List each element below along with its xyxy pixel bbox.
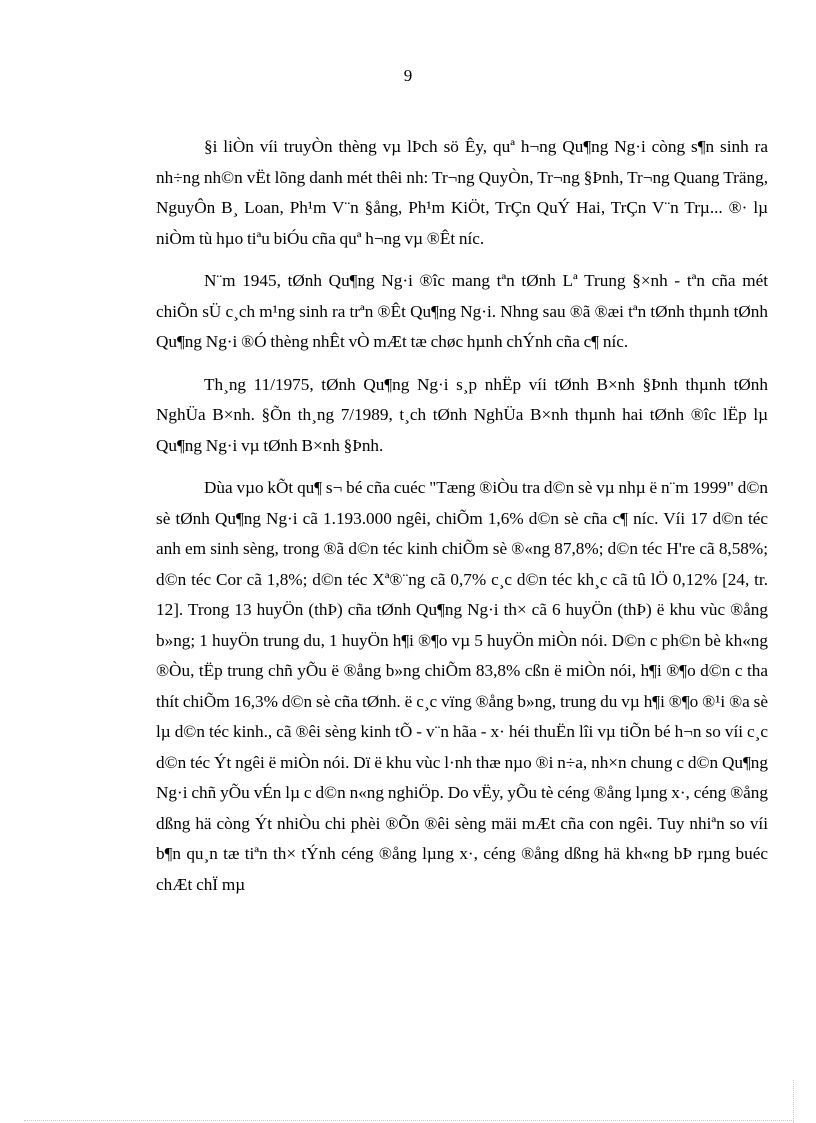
body-text xyxy=(156,132,768,912)
paragraph-1: §i liÒn víi truyÒn thèng vµ lÞch sö Êy, quª h¬ng Qu¶ng Ng·i còng s¶n sinh ra nh÷ng nh©n vËt lõng danh mét thêi nh: Tr¬ng QuyÒn, Tr¬ng §Þnh, Tr¬ng Quang Träng, NguyÔn B¸ Loan, Ph¹m V¨n §ång, Ph¹m KiÖt, TrÇn QuÝ Hai, TrÇn V¨n Trµ... ®· lµ niÒm tù hµo tiªu biÓu cña quª h¬ng vµ ®Êt níc. xyxy=(156,137,768,248)
paragraph-2: N¨m 1945, tØnh Qu¶ng Ng·i ®îc mang tªn tØnh Lª Trung §×nh - tªn cña mét chiÕn sÜ c¸ch m¹ng sinh ra trªn ®Êt Qu¶ng Ng·i. Nhng sau ®ã ®æi tªn tØnh thµnh tØnh Qu¶ng Ng·i ®Ó thèng nhÊt vÒ mÆt tæ chøc hµnh chÝnh cña c¶ níc. xyxy=(156,271,768,351)
page-number: 9 xyxy=(403,66,413,85)
paragraph-3: Th¸ng 11/1975, tØnh Qu¶ng Ng·i s¸p nhËp víi tØnh B×nh §Þnh thµnh tØnh NghÜa B×nh. §Õn th¸ng 7/1989, t¸ch tØnh NghÜa B×nh thµnh hai tØnh ®îc lËp lµ Qu¶ng Ng·i vµ tØnh B×nh §Þnh. xyxy=(156,374,768,455)
page-right-border xyxy=(793,1080,794,1123)
page-bottom-border xyxy=(24,1120,792,1121)
paragraph-4: Dùa vµo kÕt qu¶ s¬ bé cña cuéc "Tæng ®iÒu tra d©n sè vµ nhµ ë n¨m 1999" d©n sè tØnh Qu¶ng Ng·i cã 1.193.000 ngêi, chiÕm 1,6% d©n sè cña c¶ níc. Víi 17 d©n téc anh em sinh sèng, trong ®ã d©n téc kinh chiÕm sè ®«ng 87,8%; d©n téc H're cã 8,58%; d©n téc Cor cã 1,8%; d©n téc Xª®¨ng cã 0,7% c¸c d©n téc kh¸c cã tû lÖ 0,12% [24, tr. 12]. Trong 13 huyÖn (thÞ) cña tØnh Qu¶ng Ng·i th× cã 6 huyÖn (thÞ) ë khu vùc ®ång b»ng; 1 huyÖn trung du, 1 huyÖn h¶i ®¶o vµ 5 huyÖn miÒn nói. D©n c ph©n bè kh«ng ®Òu, tËp trung chñ yÕu ë ®ång b»ng chiÕm 83,8% cßn ë miÒn nói, h¶i ®¶o d©n c tha thít chiÕm 16,3% d©n sè cña tØnh. ë c¸c vïng ®ång b»ng, trung du vµ h¶i ®¶o ®¹i ®a sè lµ d©n téc kinh., cã ®êi sèng kinh tÕ - v¨n hãa - x· héi thuËn lîi vµ tiÕn bé h¬n so víi c¸c d©n téc Ýt ngêi ë miÒn nói. Dï ë khu vùc l·nh thæ nµo ®i n÷a, nh×n chung c d©n Qu¶ng Ng·i chñ yÕu vÉn lµ c d©n n«ng nghiÖp. Do vËy, yÕu tè céng ®ång lµng x·, céng ®ång dßng hä còng Ýt nhiÒu chi phèi ®Õn ®êi sèng mäi mÆt cña con ngêi. Tuy nhiªn so víi b¶n qu¸n tæ tiªn th× tÝnh céng ®ång lµng x·, céng ®ång dßng hä kh«ng bÞ rµng buéc chÆt chÏ mµ xyxy=(156,478,768,894)
